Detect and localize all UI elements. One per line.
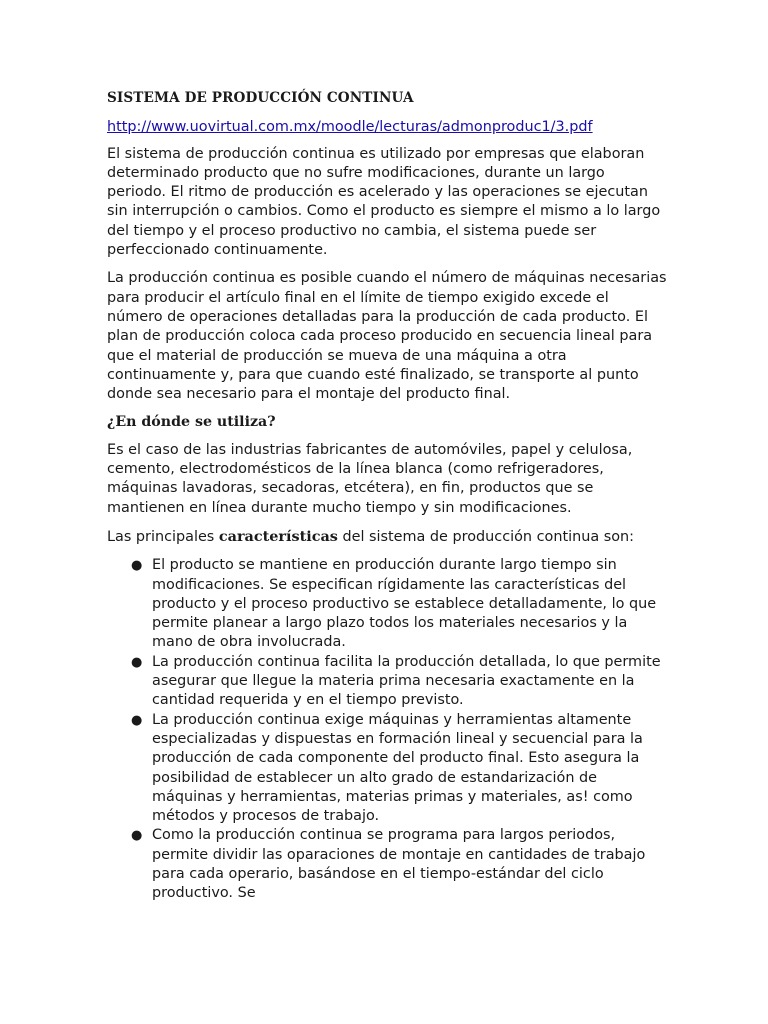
bullet-icon: ● [131,558,143,574]
document-title: SISTEMA DE PRODUCCIÓN CONTINUA [107,90,414,106]
paragraph-conditions: La producción continua es posible cuando el número de máquinas necesarias para producir el artículo final en el límite de tiempo exigido excede el número de operaciones detalladas para la producción de cada producto. El plan de producción coloca cada proceso producido en secuencia lineal para que el material de producción se mueva de una máquina a otra continuamente y, para que cuando esté finalizado, se transporte al punto donde sea necesario para el montaje del producto final. [107,270,667,403]
section-heading-usage: ¿En dónde se utiliza? [107,414,276,431]
document-page [107,89,667,904]
characteristics-intro-after: del sistema de producción continua son: [337,528,634,545]
list-item-text: El producto se mantiene en producción durante largo tiempo sin modificaciones. Se especifican rígidamente las características del producto y el proceso productivo se establece detalladamente, lo que permite planear a largo plazo todos los materiales necesarios y la mano de obra involucrada. [152,557,657,651]
characteristics-intro-before: Las principales [107,528,219,545]
list-item [107,711,667,827]
characteristics-intro [107,527,667,547]
list-item-text: La producción continua exige máquinas y herramientas altamente especializadas y dispuestas en formación lineal y secuencial para la producción de cada componente del producto final. Esto asegura la posibilidad de establecer un alto grado de estandarización de máquinas y herramientas, materias primas y materiales, as! como métodos y procesos de trabajo. [152,711,643,825]
bullet-icon: ● [131,712,143,728]
paragraph-intro: El sistema de producción continua es utilizado por empresas que elaboran determinado producto que no sufre modificaciones, durante un largo periodo. El ritmo de producción es acelerado y las operaciones se ejecutan sin interrupción o cambios. Como el producto es siempre el mismo a lo largo del tiempo y el proceso productivo no cambia, el sistema puede ser perfeccionado continuamente. [107,145,661,259]
list-item [107,826,667,903]
list-item [107,556,667,652]
paragraph-industries: Es el caso de las industrias fabricantes de automóviles, papel y celulosa, cemento, electrodomésticos de la línea blanca (como refrigeradores, máquinas lavadoras, secadoras, etcétera), en fin, productos que se mantienen en línea durante mucho tiempo y sin modificaciones. [107,441,633,516]
characteristics-list [107,556,667,903]
source-link[interactable]: http://www.uovirtual.com.mx/moodle/lecturas/admonproduc1/3.pdf [107,119,593,136]
list-item [107,653,667,711]
list-item-text: La producción continua facilita la producción detallada, lo que permite asegurar que llegue la materia prima necesaria exactamente en la cantidad requerida y en el tiempo previsto. [152,653,661,709]
bullet-icon: ● [131,654,143,670]
list-item-text: Como la producción continua se programa para largos periodos, permite dividir las oparaciones de montaje en cantidades de trabajo para cada operario, basándose en el tiempo-estándar del ciclo productivo. Se [152,827,646,902]
characteristics-keyword: características [218,527,338,545]
bullet-icon: ● [131,828,143,844]
